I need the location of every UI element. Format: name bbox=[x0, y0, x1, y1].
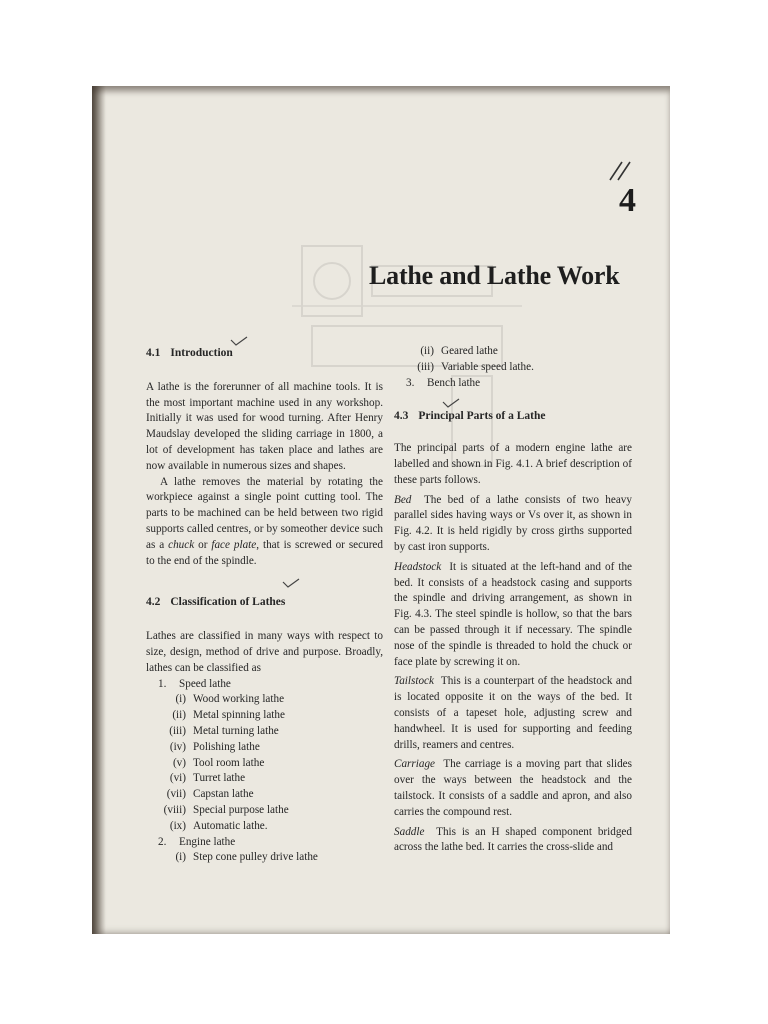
list-marker: (iv) bbox=[169, 740, 186, 753]
list-item-text: Engine lathe bbox=[179, 835, 236, 848]
list-item-text: Turret lathe bbox=[193, 772, 246, 785]
list-marker: (vi) bbox=[169, 772, 186, 785]
list-item bbox=[146, 787, 383, 803]
list-item bbox=[146, 677, 383, 693]
list-item-text: Step cone pulley drive lathe bbox=[193, 851, 318, 864]
list-item bbox=[394, 344, 632, 360]
list-item bbox=[146, 756, 383, 772]
list-marker: (ix) bbox=[169, 819, 186, 832]
carriage-paragraph: Carriage The carriage is a moving part that slides over the ways between the headstock and the tailstock. It consists of a saddle and apron, and also carries the compound rest. bbox=[394, 758, 632, 818]
list-item bbox=[146, 724, 383, 740]
list-item-text: Automatic lathe. bbox=[193, 819, 268, 832]
pen-mark bbox=[604, 156, 634, 182]
saddle-paragraph: Saddle This is an H shaped component bridged across the lathe bed. It carries the cross-slide and bbox=[394, 825, 632, 854]
check-mark bbox=[282, 578, 300, 588]
list-marker: (i) bbox=[175, 851, 186, 864]
list-marker: (ii) bbox=[420, 345, 434, 357]
list-marker: 1. bbox=[158, 677, 167, 690]
check-mark bbox=[230, 336, 248, 346]
list-item-text: Polishing lathe bbox=[193, 740, 260, 753]
list-item-text: Capstan lathe bbox=[193, 788, 254, 801]
section-heading-4-3: 4.3 Principal Parts of a Lathe bbox=[394, 410, 546, 423]
book-page bbox=[92, 86, 670, 934]
intro-paragraph-2: A lathe removes the material by rotating the workpiece against a single point cutting tool. The parts to be machined can be held between two rigid supports called centres, or by someother device such as a chuck or face plate, that is screwed or secured to the end of the spindle. bbox=[146, 475, 383, 567]
classification-list-continued bbox=[394, 344, 632, 391]
list-item-text: Wood working lathe bbox=[193, 693, 285, 706]
list-item-text: Tool room lathe bbox=[193, 756, 265, 769]
bed-paragraph: Bed The bed of a lathe consists of two heavy parallel sides having ways or Vs over it, as shown in Fig. 4.2. It is held rigidly by cross girths supported by cast iron supports. bbox=[394, 493, 632, 553]
list-marker: 2. bbox=[158, 835, 167, 848]
list-item bbox=[146, 692, 383, 708]
list-marker: (ii) bbox=[172, 709, 186, 722]
section-heading-4-2: 4.2 Classification of Lathes bbox=[146, 596, 286, 609]
list-item-text: Variable speed lathe. bbox=[441, 360, 534, 373]
tailstock-paragraph: Tailstock This is a counterpart of the headstock and is located opposite it on the ways of the bed. It consists of a tapeset hole, adjusting screw and handwheel. It is used for supporting and feeding drills, reamers and centres. bbox=[394, 675, 632, 751]
list-item bbox=[146, 803, 383, 819]
classification-list bbox=[146, 677, 383, 867]
list-item bbox=[146, 850, 383, 866]
list-marker: (vii) bbox=[166, 788, 186, 801]
left-column bbox=[146, 346, 383, 866]
list-marker: (i) bbox=[175, 693, 186, 706]
list-marker: (iii) bbox=[417, 360, 434, 373]
list-item bbox=[146, 771, 383, 787]
list-item bbox=[146, 835, 383, 851]
right-column bbox=[394, 344, 632, 856]
headstock-paragraph: Headstock It is situated at the left-hand and of the bed. It consists of a headstock casing and supports the spindle and driving arrangement, as shown in Fig. 4.3. The steel spindle is hollow, so that the bars can be passed through it if necessary. The spindle nose of the spindle is threaded to hold the chuck or face plate by screwing it on. bbox=[394, 560, 633, 668]
intro-paragraph-1: A lathe is the forerunner of all machine tools. It is the most important machine used in any workshop. Initially it was used for wood turning. After Henry Maudslay developed the sliding carriage in 1800, a lot of development has taken place and lathes are now available in numerous sizes and shapes. bbox=[146, 380, 383, 472]
list-item bbox=[146, 819, 383, 835]
chapter-number: 4 bbox=[619, 182, 636, 219]
chapter-title: Lathe and Lathe Work bbox=[369, 261, 620, 290]
list-item-text: Metal turning lathe bbox=[193, 724, 279, 737]
list-item-text: Bench lathe bbox=[427, 376, 481, 389]
classification-paragraph: Lathes are classified in many ways with respect to size, design, method of drive and purpose. Broadly, lathes can be classified as bbox=[146, 630, 383, 674]
list-item bbox=[146, 708, 383, 724]
list-item-text: Metal spinning lathe bbox=[193, 709, 285, 722]
section-heading-4-1: 4.1 Introduction bbox=[146, 347, 233, 359]
parts-paragraph: The principal parts of a modern engine lathe are labelled and shown in Fig. 4.1. A brief description of these parts follows. bbox=[394, 442, 632, 486]
list-marker: (viii) bbox=[163, 803, 186, 816]
check-mark bbox=[442, 398, 460, 408]
list-marker: (iii) bbox=[169, 724, 186, 737]
list-item bbox=[394, 376, 632, 392]
list-item bbox=[146, 740, 383, 756]
list-item-text: Geared lathe bbox=[441, 345, 498, 357]
list-item bbox=[394, 360, 632, 376]
list-item-text: Speed lathe bbox=[179, 677, 231, 690]
list-item-text: Special purpose lathe bbox=[193, 803, 289, 816]
list-marker: 3. bbox=[406, 376, 415, 389]
list-marker: (v) bbox=[172, 756, 186, 769]
